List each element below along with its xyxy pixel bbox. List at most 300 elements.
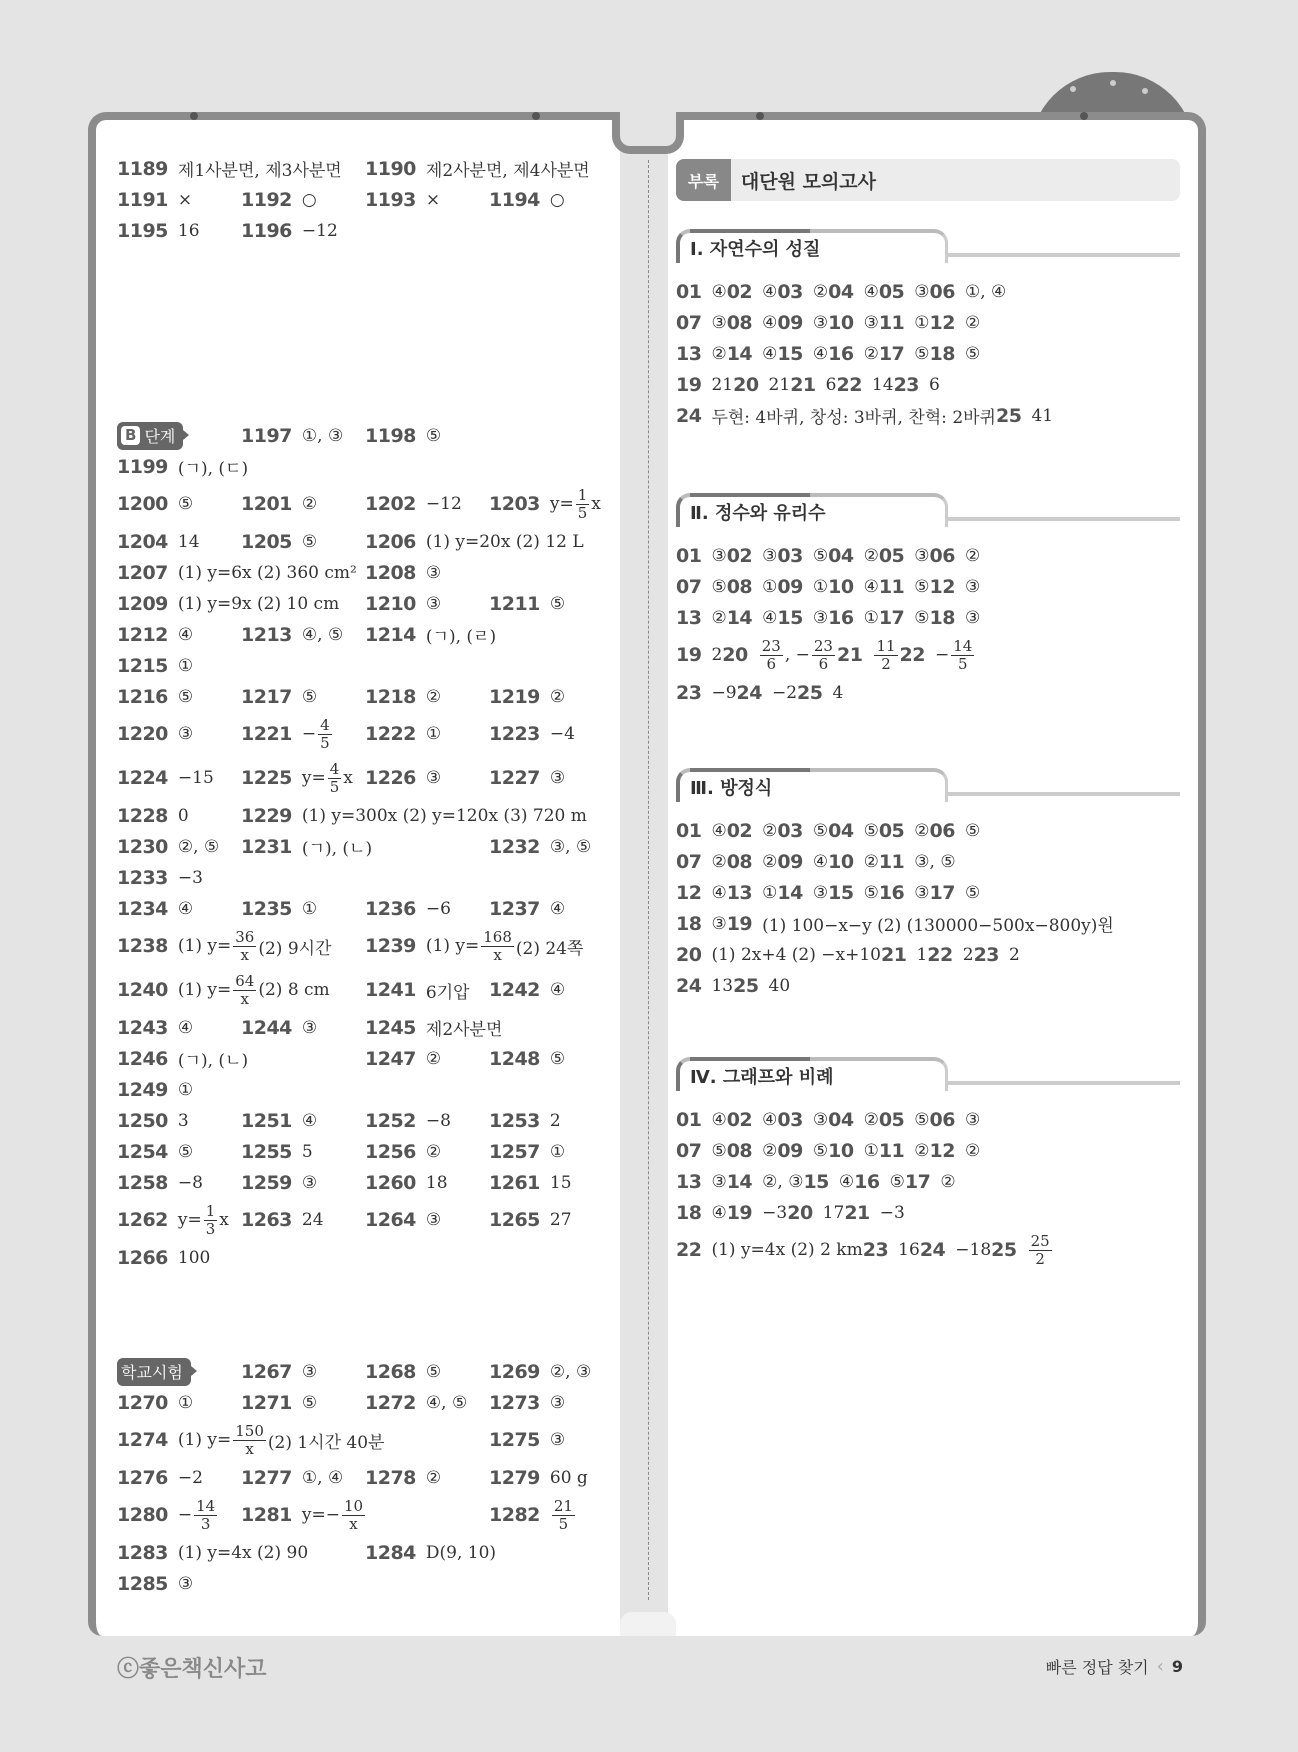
question-number: 1263 bbox=[241, 1209, 292, 1231]
question-number: 04 bbox=[828, 544, 854, 567]
unit-header bbox=[676, 768, 1180, 798]
question-number: 1206 bbox=[365, 530, 416, 553]
answer-item bbox=[676, 400, 996, 431]
answer-text: ④, ⑤ bbox=[425, 1392, 468, 1413]
question-number: 16 bbox=[828, 606, 854, 629]
unit-answers bbox=[676, 276, 1053, 431]
answer-item bbox=[489, 756, 613, 800]
fraction-denominator: x bbox=[349, 1514, 358, 1533]
fraction bbox=[194, 1498, 217, 1533]
answer-text: 6기압 bbox=[425, 982, 470, 1003]
question-number: 06 bbox=[929, 819, 955, 842]
answer-text: ③ bbox=[177, 1573, 194, 1594]
question-number: 07 bbox=[676, 311, 702, 334]
answer-row bbox=[117, 893, 613, 924]
unit-rule bbox=[946, 1081, 1180, 1085]
fraction-numerator: 23 bbox=[813, 636, 833, 655]
answer-item bbox=[241, 526, 365, 557]
question-number: 1205 bbox=[241, 530, 292, 553]
answer-text: y= bbox=[549, 494, 574, 514]
answer-text: 16 bbox=[898, 1240, 920, 1260]
fraction bbox=[760, 638, 783, 673]
question-number: 08 bbox=[726, 1139, 753, 1162]
answer-value bbox=[178, 806, 189, 826]
answer-value bbox=[426, 1142, 441, 1162]
answer-value bbox=[426, 1393, 467, 1413]
answer-item bbox=[365, 153, 613, 184]
question-number: 1282 bbox=[489, 1504, 540, 1526]
answer-item bbox=[117, 482, 241, 526]
answer-row bbox=[117, 557, 613, 588]
answer-text: × bbox=[177, 189, 193, 210]
answer-item bbox=[489, 1387, 613, 1418]
question-number: 1258 bbox=[117, 1171, 168, 1194]
answer-text: (2) 24쪽 bbox=[515, 938, 584, 959]
answer-text: −2 bbox=[771, 682, 798, 703]
answer-value bbox=[178, 594, 339, 614]
answer-row bbox=[676, 939, 1114, 970]
answer-value bbox=[813, 883, 828, 903]
answer-value bbox=[914, 282, 929, 302]
answer-item bbox=[489, 968, 613, 1012]
answer-item bbox=[828, 1135, 879, 1166]
unit-tab-accent bbox=[690, 1057, 810, 1061]
answer-item bbox=[117, 215, 241, 246]
question-number: 1192 bbox=[241, 188, 292, 211]
answer-item bbox=[117, 451, 365, 482]
question-number: 1262 bbox=[117, 1209, 168, 1231]
answer-item bbox=[676, 677, 737, 708]
question-number: 15 bbox=[777, 606, 803, 629]
answer-value bbox=[940, 1172, 955, 1192]
answer-item bbox=[117, 153, 365, 184]
question-number: 17 bbox=[878, 342, 905, 365]
answer-row bbox=[676, 369, 1053, 400]
answer-text: 21 bbox=[711, 374, 734, 395]
answer-value bbox=[965, 546, 980, 566]
question-number: 1198 bbox=[365, 424, 416, 447]
answer-item bbox=[117, 1167, 241, 1198]
answer-item bbox=[676, 939, 881, 970]
answer-text: ④ bbox=[177, 624, 194, 645]
answer-text: ①, ④ bbox=[964, 281, 1007, 302]
answer-item bbox=[365, 681, 489, 712]
answer-text: ② bbox=[762, 1140, 778, 1161]
answer-item bbox=[727, 571, 778, 602]
answer-value bbox=[178, 1080, 193, 1100]
question-number: 03 bbox=[777, 544, 803, 567]
answer-value bbox=[711, 313, 726, 333]
answer-text: ③ bbox=[549, 1430, 566, 1450]
answer-item bbox=[787, 1197, 844, 1228]
answer-value bbox=[550, 1210, 572, 1230]
answer-item bbox=[727, 846, 778, 877]
answer-value bbox=[839, 1172, 854, 1192]
answer-text: 5 bbox=[301, 1141, 313, 1162]
answer-text: y= bbox=[301, 768, 326, 788]
answer-item bbox=[900, 633, 977, 677]
question-number: 08 bbox=[726, 311, 753, 334]
answer-item bbox=[365, 1012, 613, 1043]
answer-item bbox=[117, 1074, 241, 1105]
answer-text: ① bbox=[177, 655, 194, 676]
answer-item bbox=[930, 276, 1007, 307]
answer-text: ②, ③ bbox=[549, 1361, 592, 1382]
answer-item bbox=[727, 1197, 788, 1228]
answer-text: 18 bbox=[425, 1172, 448, 1193]
answer-item bbox=[828, 571, 879, 602]
question-number: 1249 bbox=[117, 1078, 168, 1101]
answer-row bbox=[676, 1135, 1054, 1166]
fraction bbox=[576, 487, 590, 522]
answer-text: − bbox=[177, 1505, 193, 1525]
answer-item bbox=[117, 893, 241, 924]
answer-value bbox=[711, 852, 726, 872]
question-number: 1257 bbox=[489, 1140, 540, 1163]
answer-text: 2 bbox=[1009, 944, 1020, 965]
answer-item bbox=[365, 420, 489, 451]
answer-value bbox=[864, 821, 879, 841]
answer-text: −8 bbox=[177, 1172, 203, 1193]
answer-text: ⑤ bbox=[914, 343, 930, 364]
answer-text: ② bbox=[812, 281, 829, 302]
answer-value bbox=[965, 1110, 980, 1130]
answer-value bbox=[832, 683, 843, 703]
answer-text: −15 bbox=[177, 768, 214, 788]
fraction-denominator: 5 bbox=[329, 777, 340, 796]
badge-label: 학교시험 bbox=[121, 1363, 183, 1382]
fraction-numerator: 11 bbox=[876, 636, 896, 655]
answer-value bbox=[965, 577, 980, 597]
question-number: 1197 bbox=[241, 424, 292, 447]
answer-item bbox=[930, 571, 981, 602]
answer-value bbox=[178, 1173, 203, 1193]
answer-value bbox=[426, 594, 441, 614]
answer-row bbox=[117, 184, 613, 215]
fraction bbox=[874, 638, 897, 673]
question-number: 10 bbox=[828, 575, 854, 598]
answer-value bbox=[823, 1203, 845, 1223]
question-number: 15 bbox=[828, 881, 854, 904]
question-number: 06 bbox=[929, 544, 955, 567]
answer-text: ⑤ bbox=[549, 593, 566, 614]
answer-text: ⑤ bbox=[812, 1140, 829, 1161]
answer-item bbox=[117, 1418, 489, 1462]
answer-item bbox=[879, 276, 930, 307]
question-number: 13 bbox=[676, 342, 702, 365]
answer-value bbox=[178, 1498, 219, 1533]
answer-value bbox=[965, 344, 980, 364]
question-number: 08 bbox=[726, 850, 753, 873]
answer-text: 14 bbox=[871, 374, 894, 395]
question-number: 21 bbox=[836, 644, 863, 666]
answer-item bbox=[117, 1568, 241, 1599]
answer-value bbox=[178, 156, 342, 181]
question-number: 02 bbox=[726, 1108, 753, 1131]
answer-value bbox=[426, 724, 441, 744]
answer-row bbox=[117, 1387, 613, 1418]
answer-item bbox=[777, 602, 828, 633]
answer-item bbox=[489, 681, 613, 712]
answer-row bbox=[117, 619, 613, 681]
answer-value bbox=[426, 768, 441, 788]
answer-value bbox=[426, 426, 441, 446]
answer-item bbox=[927, 939, 973, 970]
question-number: 09 bbox=[777, 311, 803, 334]
answer-item bbox=[828, 815, 879, 846]
frame-dot bbox=[1080, 112, 1088, 120]
question-number: 1210 bbox=[365, 592, 416, 615]
answer-text: 4 bbox=[832, 682, 844, 703]
question-number: 05 bbox=[878, 819, 905, 842]
answer-value bbox=[550, 1362, 591, 1382]
question-number: 1279 bbox=[489, 1466, 540, 1489]
answer-item bbox=[879, 338, 930, 369]
answer-value bbox=[880, 1203, 905, 1223]
answer-value bbox=[711, 976, 733, 996]
answer-value bbox=[963, 945, 974, 965]
answer-text: (ㄱ), (ㄴ) bbox=[177, 1051, 249, 1071]
answer-value bbox=[178, 1543, 308, 1563]
answer-value bbox=[550, 1142, 565, 1162]
question-number: 20 bbox=[676, 943, 702, 966]
unit-title: Ⅲ. 방정식 bbox=[690, 778, 773, 799]
answer-row bbox=[117, 1462, 613, 1493]
answer-text: x bbox=[343, 768, 353, 788]
question-number: 1199 bbox=[117, 455, 168, 478]
answer-text: 2 bbox=[549, 1110, 561, 1131]
answer-row bbox=[676, 1228, 1054, 1272]
answer-text: ① bbox=[863, 607, 879, 628]
question-number: 17 bbox=[878, 606, 905, 629]
answer-text: ③ bbox=[711, 913, 727, 934]
answer-text: ③ bbox=[914, 281, 930, 302]
answer-text: ③ bbox=[812, 312, 829, 333]
answer-item bbox=[930, 540, 981, 571]
answer-value bbox=[302, 834, 372, 859]
answer-row bbox=[117, 968, 613, 1012]
question-number: 04 bbox=[828, 280, 854, 303]
answer-row bbox=[676, 276, 1053, 307]
question-number: 03 bbox=[777, 819, 803, 842]
answer-row bbox=[117, 800, 613, 831]
answer-item bbox=[777, 338, 828, 369]
question-number: 23 bbox=[893, 373, 920, 396]
answer-item bbox=[117, 756, 241, 800]
answer-text: ④ bbox=[711, 1109, 727, 1130]
answer-value bbox=[813, 313, 828, 333]
answer-value bbox=[813, 1110, 828, 1130]
answer-text: (1) 2x+4 (2) −x+10 bbox=[711, 944, 881, 965]
answer-text: 16 bbox=[177, 220, 200, 241]
answer-value bbox=[872, 638, 899, 673]
answer-item bbox=[117, 619, 241, 650]
question-number: 1229 bbox=[241, 804, 292, 827]
answer-value bbox=[178, 899, 193, 919]
answer-value bbox=[864, 546, 879, 566]
answer-item bbox=[930, 815, 981, 846]
answer-item bbox=[241, 1136, 365, 1167]
answer-text: ③ bbox=[711, 1171, 727, 1192]
question-number: 03 bbox=[777, 280, 803, 303]
unit-title: Ⅳ. 그래프와 비례 bbox=[690, 1067, 834, 1088]
answer-item bbox=[676, 338, 727, 369]
answer-item bbox=[930, 602, 981, 633]
question-number: 10 bbox=[828, 850, 854, 873]
answer-value bbox=[178, 656, 193, 676]
answer-item bbox=[727, 338, 778, 369]
answer-item bbox=[117, 681, 241, 712]
fraction-numerator: 25 bbox=[1030, 1231, 1050, 1250]
answer-value bbox=[864, 1141, 879, 1161]
answer-text: ② bbox=[863, 343, 879, 364]
unit-answers bbox=[676, 540, 980, 708]
answer-text: ③ bbox=[711, 312, 727, 333]
answer-text: × bbox=[425, 189, 441, 210]
question-number: 08 bbox=[726, 575, 753, 598]
answer-text: − bbox=[934, 645, 950, 665]
answer-item bbox=[828, 307, 879, 338]
question-number: 1190 bbox=[365, 157, 416, 180]
question-number: 05 bbox=[878, 544, 905, 567]
fraction-denominator: x bbox=[245, 1439, 254, 1458]
answer-item bbox=[365, 1105, 489, 1136]
answer-text: (1) y= bbox=[177, 1430, 232, 1450]
answer-row bbox=[117, 831, 613, 893]
question-number: 1280 bbox=[117, 1504, 168, 1526]
answer-value bbox=[711, 1240, 862, 1260]
fraction bbox=[204, 1203, 218, 1238]
question-number: 1202 bbox=[365, 493, 416, 515]
answer-text: (1) y=6x (2) 360 cm² bbox=[177, 562, 357, 583]
answer-text: 100 bbox=[177, 1247, 211, 1268]
question-number: 1285 bbox=[117, 1572, 168, 1595]
question-number: 1238 bbox=[117, 935, 168, 957]
answer-text: −8 bbox=[425, 1110, 451, 1131]
question-number: 1203 bbox=[489, 493, 540, 515]
answer-text: ④ bbox=[711, 882, 727, 903]
answer-value bbox=[864, 852, 879, 872]
answer-text: ③ bbox=[301, 1172, 318, 1193]
answer-item bbox=[489, 1136, 613, 1167]
answer-item bbox=[828, 338, 879, 369]
answer-value bbox=[550, 768, 565, 788]
answer-text: ○ bbox=[549, 189, 565, 210]
question-number: 1211 bbox=[489, 592, 540, 615]
question-number: 10 bbox=[828, 311, 854, 334]
fraction-denominator: 2 bbox=[1035, 1249, 1045, 1268]
answer-text: ① bbox=[301, 898, 318, 919]
answer-text: x bbox=[219, 1210, 229, 1230]
question-number: 25 bbox=[797, 681, 823, 704]
answer-item bbox=[727, 540, 778, 571]
answer-value bbox=[178, 190, 192, 210]
answer-value bbox=[711, 821, 726, 841]
fraction-denominator: 5 bbox=[577, 503, 588, 522]
answer-value bbox=[955, 1240, 991, 1260]
answer-text: ③ bbox=[301, 1017, 318, 1038]
answer-value bbox=[826, 375, 837, 395]
question-number: 12 bbox=[929, 1139, 955, 1162]
answer-text: ③ bbox=[812, 607, 829, 628]
unit-header bbox=[676, 229, 1180, 259]
answer-item bbox=[722, 633, 837, 677]
answer-text: 41 bbox=[1031, 405, 1054, 426]
answer-text: ① bbox=[762, 576, 778, 597]
answer-value bbox=[929, 375, 940, 395]
answer-text: ① bbox=[914, 312, 930, 333]
answer-item bbox=[117, 1043, 365, 1074]
question-number: 1277 bbox=[241, 1466, 292, 1489]
answer-text: ② bbox=[711, 851, 727, 872]
question-number: 1227 bbox=[489, 767, 540, 789]
answer-item bbox=[863, 1228, 920, 1272]
answer-text: ② bbox=[762, 820, 778, 841]
question-number: 15 bbox=[777, 342, 803, 365]
answer-row bbox=[676, 1166, 1054, 1197]
answer-value bbox=[965, 608, 980, 628]
question-number: 1224 bbox=[117, 767, 168, 789]
answer-text: ② bbox=[863, 545, 879, 566]
question-number: 1243 bbox=[117, 1016, 168, 1039]
answer-value bbox=[302, 190, 317, 210]
answer-item bbox=[117, 1198, 241, 1242]
answer-value bbox=[813, 577, 828, 597]
answer-value bbox=[914, 821, 929, 841]
answer-value bbox=[426, 1543, 496, 1563]
answer-value bbox=[178, 563, 357, 583]
question-number: 02 bbox=[726, 544, 753, 567]
question-number: 07 bbox=[676, 850, 702, 873]
answer-item bbox=[727, 1166, 804, 1197]
answer-value bbox=[762, 1172, 803, 1192]
answer-item bbox=[365, 756, 489, 800]
fraction bbox=[951, 638, 974, 673]
page-number: 9 bbox=[1171, 1657, 1183, 1676]
question-number: 1240 bbox=[117, 979, 168, 1001]
answer-item bbox=[489, 831, 613, 862]
answer-text: ⑤ bbox=[964, 820, 981, 841]
question-number: 1239 bbox=[365, 935, 416, 957]
answer-text: ⑤ bbox=[549, 1048, 566, 1069]
answer-value bbox=[550, 1111, 561, 1131]
question-number: 03 bbox=[777, 1108, 803, 1131]
answer-item bbox=[365, 968, 489, 1012]
unit-header bbox=[676, 493, 1180, 523]
answer-item bbox=[241, 1105, 365, 1136]
question-number: 21 bbox=[844, 1201, 870, 1224]
answer-text: (1) y= bbox=[425, 936, 480, 956]
question-number: 20 bbox=[722, 644, 748, 666]
answer-item bbox=[676, 1166, 727, 1197]
question-number: 1214 bbox=[365, 623, 416, 646]
answer-text: ⑤ bbox=[177, 1141, 194, 1162]
answer-value bbox=[813, 608, 828, 628]
answer-item bbox=[241, 1012, 365, 1043]
fraction bbox=[318, 717, 332, 752]
answer-item bbox=[930, 877, 981, 908]
answer-item bbox=[777, 846, 828, 877]
answer-text: ④ bbox=[711, 1202, 727, 1223]
question-number: 1248 bbox=[489, 1047, 540, 1070]
answer-row bbox=[676, 970, 1114, 1001]
answer-text: y=− bbox=[301, 1505, 340, 1525]
question-number: 1191 bbox=[117, 188, 168, 211]
answer-item bbox=[837, 633, 900, 677]
answer-value bbox=[1031, 406, 1053, 426]
unit-answers bbox=[676, 815, 1114, 1001]
answer-value bbox=[711, 1110, 726, 1130]
